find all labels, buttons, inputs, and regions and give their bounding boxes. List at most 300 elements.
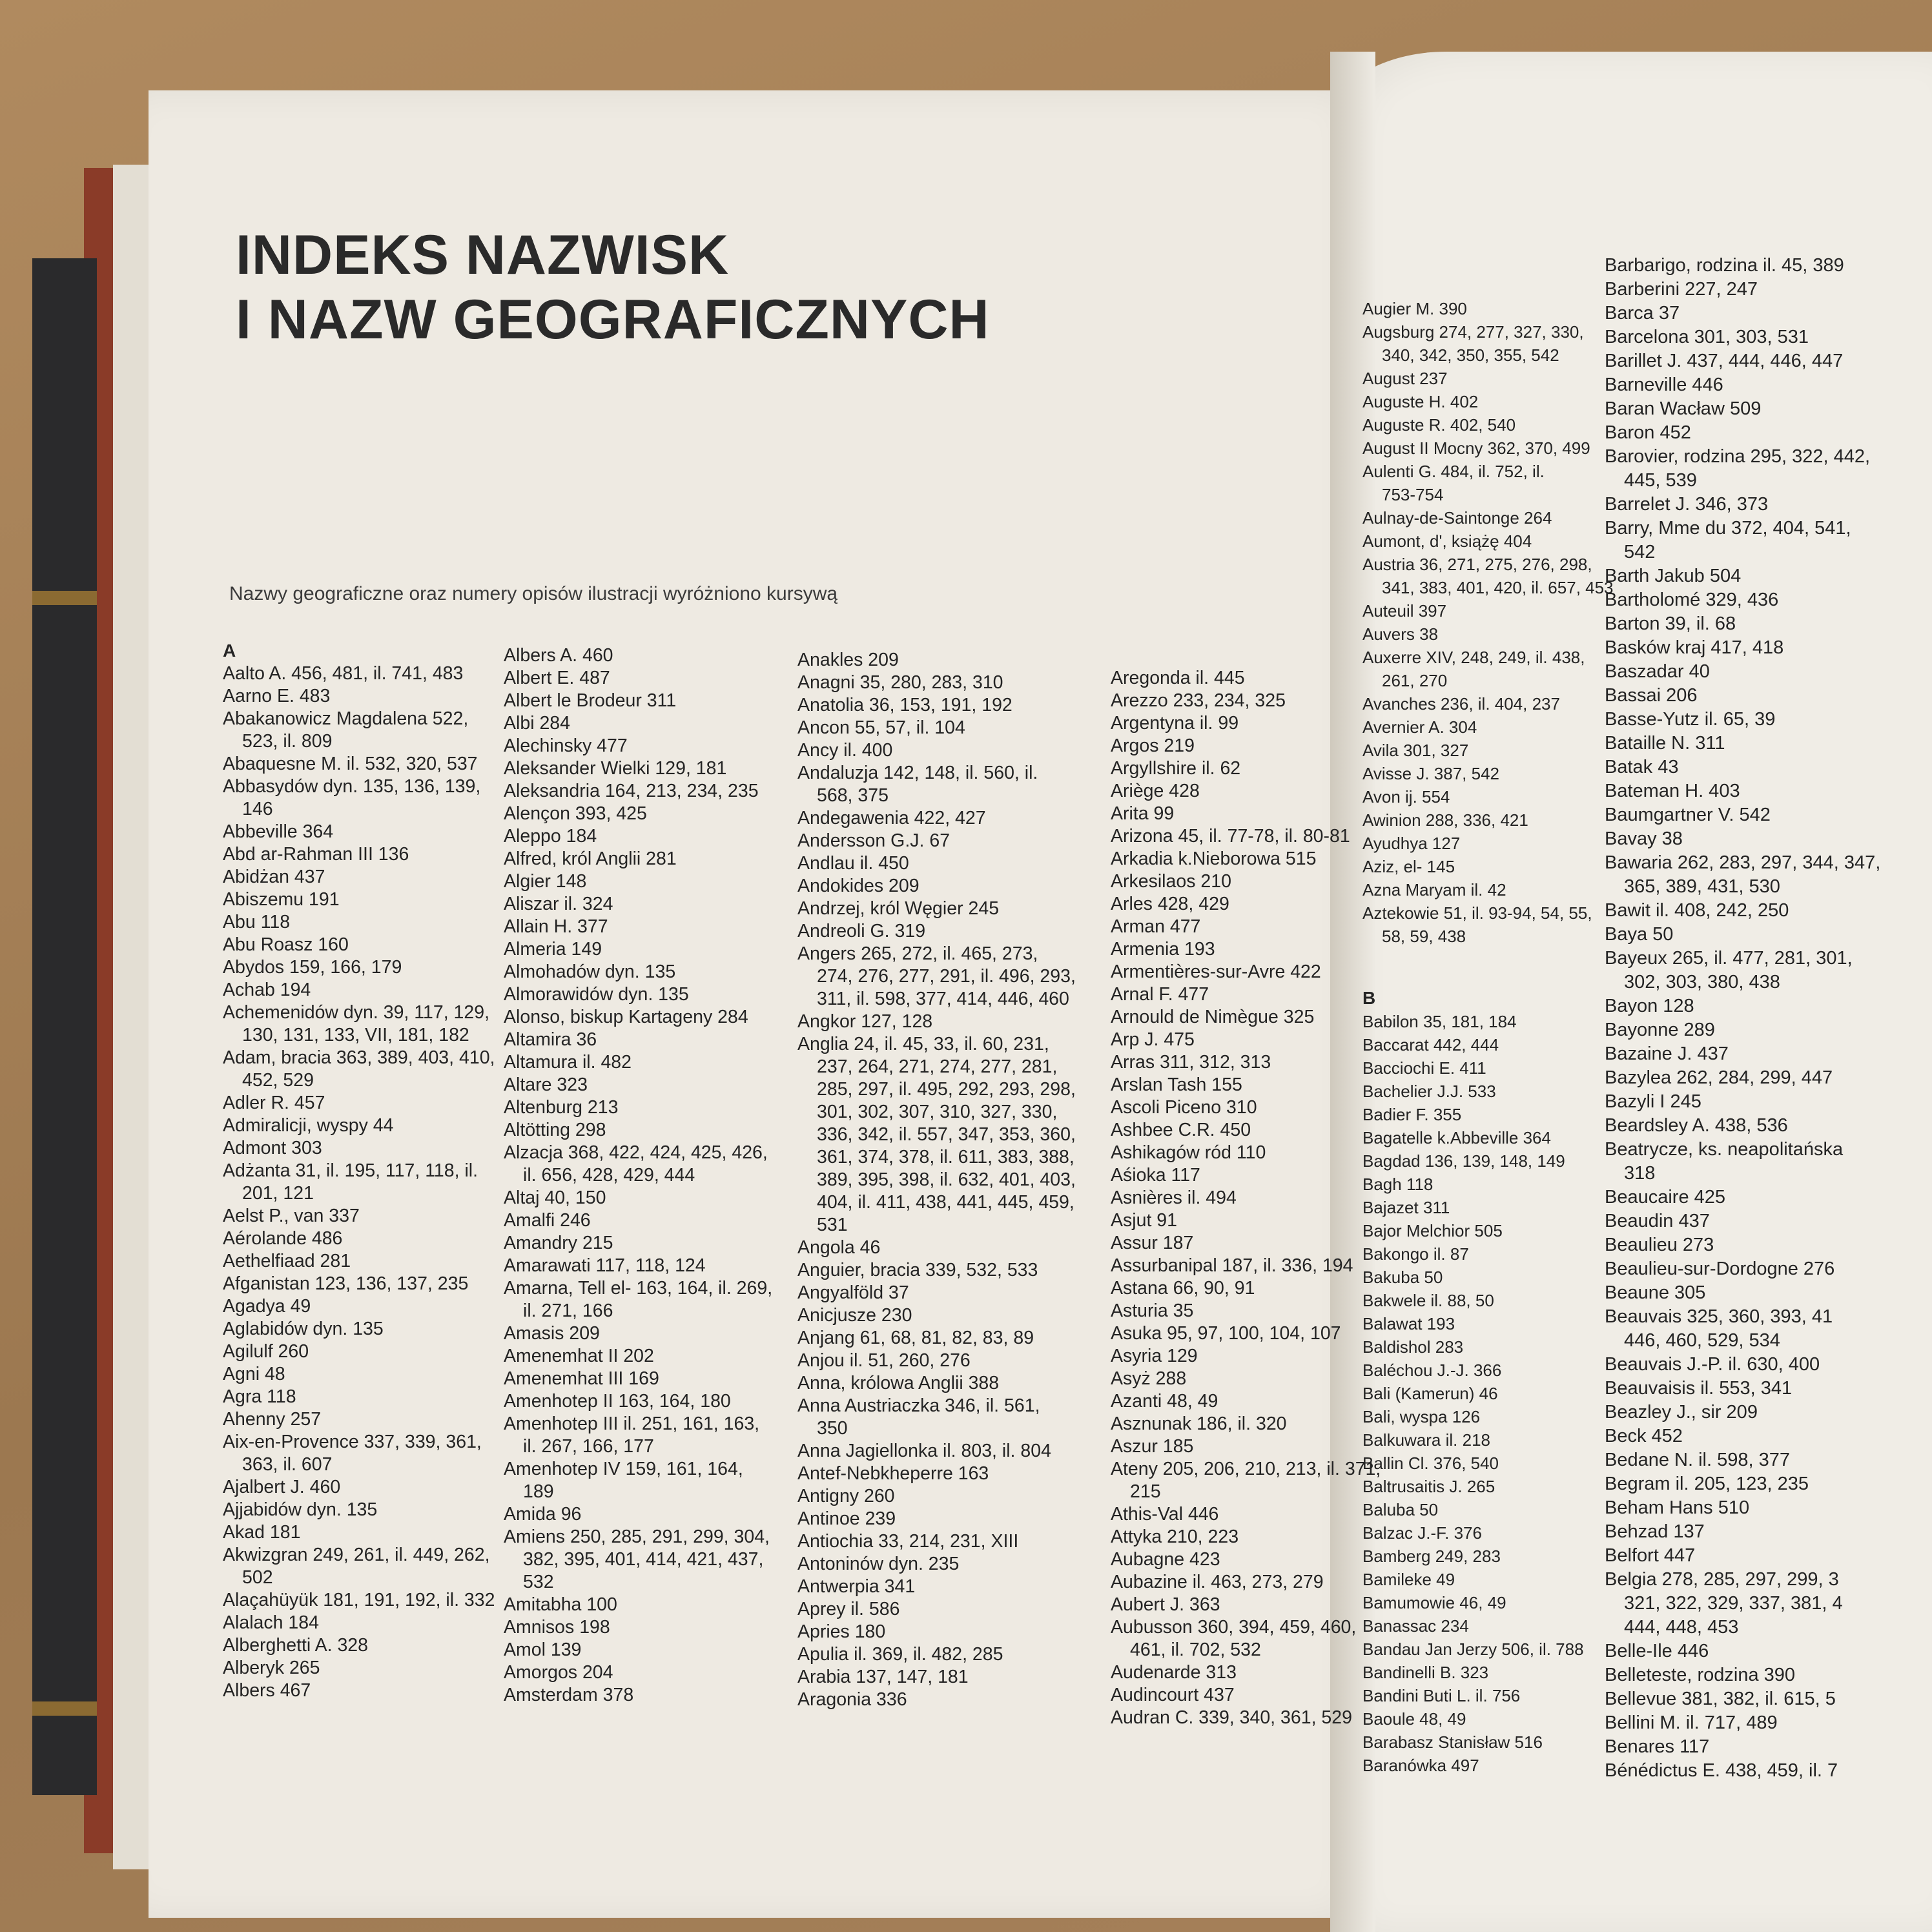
index-entry: Ancy il. 400: [797, 740, 893, 761]
index-entry: Beaulieu 273: [1605, 1235, 1714, 1255]
index-entry: Arslan Tash 155: [1111, 1074, 1242, 1095]
index-entry: Beaune 305: [1605, 1282, 1706, 1303]
index-entry: Amnisos 198: [504, 1617, 610, 1638]
index-entry: Baccarat 442, 444: [1362, 1035, 1499, 1054]
index-entry: Bellevue 381, 382, il. 615, 5: [1605, 1689, 1836, 1709]
index-entry: Arkesilaos 210: [1111, 871, 1231, 892]
index-entry: 753-754: [1382, 485, 1444, 504]
index-entry: Anjang 61, 68, 81, 82, 83, 89: [797, 1328, 1034, 1348]
index-entry: Amida 96: [504, 1504, 582, 1525]
index-entry: Belfort 447: [1605, 1545, 1696, 1566]
index-entry: 261, 270: [1382, 671, 1448, 690]
index-entry: Barcelona 301, 303, 531: [1605, 327, 1809, 347]
section-gap: [1362, 948, 1614, 987]
index-entry: Alaçahüyük 181, 191, 192, il. 332: [223, 1590, 495, 1610]
index-entry: Adler R. 457: [223, 1093, 325, 1113]
index-entry: Abbeville 364: [223, 821, 334, 842]
index-entry: Attyka 210, 223: [1111, 1526, 1239, 1547]
index-entry: Aalto A. 456, 481, il. 741, 483: [223, 663, 464, 684]
index-entry: 365, 389, 431, 530: [1624, 876, 1780, 897]
index-entry: Baoule 48, 49: [1362, 1709, 1466, 1729]
index-entry: Beaucaire 425: [1605, 1187, 1726, 1208]
index-entry: Arnould de Nimègue 325: [1111, 1007, 1315, 1027]
index-entry: Amitabha 100: [504, 1594, 617, 1615]
title-line-2: I NAZW GEOGRAFICZNYCH: [236, 289, 990, 351]
index-entry: Bagdad 136, 139, 148, 149: [1362, 1151, 1565, 1171]
index-entry: Basków kraj 417, 418: [1605, 637, 1784, 658]
index-entry: Altamira 36: [504, 1029, 597, 1050]
index-entry: Bakongo il. 87: [1362, 1244, 1469, 1264]
index-entry: 341, 383, 401, 420, il. 657, 453: [1382, 578, 1614, 597]
index-entry: Aleksander Wielki 129, 181: [504, 758, 727, 779]
index-entry: Amenemhat II 202: [504, 1346, 654, 1366]
index-entry: Afganistan 123, 136, 137, 235: [223, 1273, 469, 1294]
index-entry: Admiralicji, wyspy 44: [223, 1115, 394, 1136]
index-entry: Asyria 129: [1111, 1346, 1198, 1366]
index-entry: Aubagne 423: [1111, 1549, 1220, 1570]
index-entry: Bagatelle k.Abbeville 364: [1362, 1128, 1551, 1147]
index-entry: Albers A. 460: [504, 645, 613, 666]
index-title: [236, 223, 990, 352]
index-entry: Aszur 185: [1111, 1436, 1194, 1457]
index-entry: Alfred, król Anglii 281: [504, 848, 677, 869]
index-entry: Bali (Kamerun) 46: [1362, 1384, 1498, 1403]
index-entry: Bamberg 249, 283: [1362, 1547, 1501, 1566]
index-entry: Audincourt 437: [1111, 1685, 1235, 1705]
index-entry: Avanches 236, il. 404, 237: [1362, 694, 1560, 714]
index-entry: Ascoli Piceno 310: [1111, 1097, 1257, 1118]
index-entry: Aulnay-de-Saintonge 264: [1362, 508, 1552, 528]
index-entry: Altare 323: [504, 1074, 588, 1095]
index-entry: Bajazet 311: [1362, 1198, 1450, 1217]
index-entry: Angyalföld 37: [797, 1282, 909, 1303]
index-entry: 336, 342, il. 557, 347, 353, 360,: [817, 1124, 1076, 1145]
index-entry: Auteuil 397: [1362, 601, 1447, 621]
index-entry: Anglia 24, il. 45, 33, il. 60, 231,: [797, 1034, 1049, 1054]
index-entry: Barton 39, il. 68: [1605, 613, 1736, 634]
index-entry: Angkor 127, 128: [797, 1011, 933, 1032]
index-entry: Bartholomé 329, 436: [1605, 590, 1779, 610]
index-entry: Adam, bracia 363, 389, 403, 410,: [223, 1047, 495, 1068]
index-entry: Alechinsky 477: [504, 735, 628, 756]
index-entry: 301, 302, 307, 310, 327, 330,: [817, 1102, 1058, 1122]
index-entry: Aix-en-Provence 337, 339, 361,: [223, 1432, 482, 1452]
index-entry: Bacciochi E. 411: [1362, 1058, 1486, 1078]
index-entry: Albi 284: [504, 713, 570, 734]
index-entry: 274, 276, 277, 291, il. 496, 293,: [817, 966, 1076, 987]
index-entry: Andaluzja 142, 148, il. 560, il.: [797, 763, 1038, 783]
index-entry: Antigny 260: [797, 1486, 895, 1506]
index-entry: Amarawati 117, 118, 124: [504, 1255, 706, 1276]
index-entry: 302, 303, 380, 438: [1624, 972, 1780, 992]
index-entry: Altamura il. 482: [504, 1052, 632, 1073]
index-entry: Barry, Mme du 372, 404, 541,: [1605, 518, 1851, 539]
book-spine: [32, 258, 97, 1795]
index-entry: Aumont, d', książę 404: [1362, 531, 1532, 551]
letter-heading: B: [1362, 988, 1376, 1008]
index-entry: Abaquesne M. il. 532, 320, 537: [223, 754, 478, 774]
index-entry: Ariège 428: [1111, 781, 1200, 801]
index-entry: 58, 59, 438: [1382, 927, 1466, 946]
index-entry: Andlau il. 450: [797, 853, 909, 874]
index-entry: Babilon 35, 181, 184: [1362, 1012, 1517, 1031]
index-entry: Assur 187: [1111, 1233, 1194, 1253]
index-entry: Auguste H. 402: [1362, 392, 1479, 411]
index-entry: Austria 36, 271, 275, 276, 298,: [1362, 555, 1592, 574]
index-entry: Antoninów dyn. 235: [797, 1554, 960, 1574]
index-entry: Akwizgran 249, 261, il. 449, 262,: [223, 1545, 490, 1565]
index-entry: 130, 131, 133, VII, 181, 182: [242, 1025, 469, 1045]
index-entry: Bayonne 289: [1605, 1020, 1715, 1040]
index-entry: Beauvaisis il. 553, 341: [1605, 1378, 1793, 1399]
index-entry: Arezzo 233, 234, 325: [1111, 690, 1286, 711]
index-entry: Anagni 35, 280, 283, 310: [797, 672, 1003, 693]
index-entry: Auguste R. 402, 540: [1362, 415, 1516, 435]
index-entry: Anjou il. 51, 260, 276: [797, 1350, 971, 1371]
index-entry: Balawat 193: [1362, 1314, 1455, 1333]
index-entry: Asznunak 186, il. 320: [1111, 1413, 1287, 1434]
index-entry: 215: [1130, 1481, 1161, 1502]
index-entry: Baltrusaitis J. 265: [1362, 1477, 1495, 1496]
index-entry: Baldishol 283: [1362, 1337, 1464, 1357]
spine-stripe: [32, 1701, 97, 1716]
index-entry: 311, il. 598, 377, 414, 446, 460: [817, 989, 1069, 1009]
index-entry: Barberini 227, 247: [1605, 279, 1758, 300]
index-entry: Audenarde 313: [1111, 1662, 1237, 1683]
index-entry: Adżanta 31, il. 195, 117, 118, il.: [223, 1160, 478, 1181]
index-entry: Beck 452: [1605, 1426, 1683, 1446]
index-entry: Bateman H. 403: [1605, 781, 1740, 801]
index-entry: il. 267, 166, 177: [523, 1436, 654, 1457]
index-entry: Ajjabidów dyn. 135: [223, 1499, 378, 1520]
index-entry: Arizona 45, il. 77-78, il. 80-81: [1111, 826, 1350, 847]
index-entry: 285, 297, il. 495, 292, 293, 298,: [817, 1079, 1076, 1100]
index-entry: Bandini Buti L. il. 756: [1362, 1686, 1521, 1705]
index-entry: Beardsley A. 438, 536: [1605, 1115, 1788, 1136]
index-entry: Antinoe 239: [797, 1508, 896, 1529]
index-entry: Bakwele il. 88, 50: [1362, 1291, 1494, 1310]
index-entry: Bataille N. 311: [1605, 733, 1725, 754]
index-entry: Amiens 250, 285, 291, 299, 304,: [504, 1526, 770, 1547]
index-entry: Assurbanipal 187, il. 336, 194: [1111, 1255, 1353, 1276]
index-entry: Amasis 209: [504, 1323, 600, 1344]
index-entry: Andersson G.J. 67: [797, 830, 951, 851]
index-entry: Bénédictus E. 438, 459, il. 7: [1605, 1760, 1838, 1781]
index-entry: Asturia 35: [1111, 1300, 1194, 1321]
index-column-4: [1111, 667, 1381, 1729]
index-entry: Bandinelli B. 323: [1362, 1663, 1489, 1682]
index-entry: Augier M. 390: [1362, 299, 1467, 318]
index-entry: Abakanowicz Magdalena 522,: [223, 708, 469, 729]
index-entry: Badier F. 355: [1362, 1105, 1462, 1124]
index-entry: Arnal F. 477: [1111, 984, 1209, 1005]
index-entry: Ashbee C.R. 450: [1111, 1120, 1251, 1140]
index-entry: Amarna, Tell el- 163, 164, il. 269,: [504, 1278, 773, 1299]
index-entry: 363, il. 607: [242, 1454, 333, 1475]
index-entry: Apries 180: [797, 1621, 886, 1642]
index-entry: Aleksandria 164, 213, 234, 235: [504, 781, 759, 801]
index-entry: Alberyk 265: [223, 1658, 320, 1678]
index-entry: Bavay 38: [1605, 828, 1683, 849]
index-entry: Arita 99: [1111, 803, 1175, 824]
index-entry: Bali, wyspa 126: [1362, 1407, 1481, 1426]
index-entry: Beaulieu-sur-Dordogne 276: [1605, 1259, 1835, 1279]
index-entry: Auxerre XIV, 248, 249, il. 438,: [1362, 648, 1585, 667]
index-entry: Banassac 234: [1362, 1616, 1469, 1636]
index-entry: 452, 529: [242, 1070, 314, 1091]
index-entry: Avila 301, 327: [1362, 741, 1469, 760]
index-entry: Anatolia 36, 153, 191, 192: [797, 695, 1012, 715]
index-entry: 321, 322, 329, 337, 381, 4: [1624, 1593, 1843, 1614]
index-entry: Aregonda il. 445: [1111, 668, 1245, 688]
index-entry: Baumgartner V. 542: [1605, 805, 1771, 825]
index-entry: Behzad 137: [1605, 1521, 1705, 1542]
index-entry: Apulia il. 369, il. 482, 285: [797, 1644, 1003, 1665]
index-entry: Andokides 209: [797, 876, 920, 896]
index-entry: Anna, królowa Anglii 388: [797, 1373, 1000, 1393]
index-entry: 532: [523, 1572, 554, 1592]
index-entry: Abu 118: [223, 912, 291, 932]
index-entry: Abd ar-Rahman III 136: [223, 844, 409, 865]
index-entry: Andrzej, król Węgier 245: [797, 898, 1000, 919]
index-entry: 146: [242, 799, 273, 819]
index-column-6: [1605, 254, 1880, 1783]
index-entry: Ballin Cl. 376, 540: [1362, 1454, 1499, 1473]
index-entry: Barca 37: [1605, 303, 1680, 324]
index-entry: Anguier, bracia 339, 532, 533: [797, 1260, 1038, 1280]
index-entry: Bedane N. il. 598, 377: [1605, 1450, 1790, 1470]
index-entry: Achab 194: [223, 980, 311, 1000]
index-entry: Asuka 95, 97, 100, 104, 107: [1111, 1323, 1341, 1344]
index-entry: Athis-Val 446: [1111, 1504, 1219, 1525]
index-entry: Barrelet J. 346, 373: [1605, 494, 1769, 515]
index-entry: Asyż 288: [1111, 1368, 1187, 1389]
index-entry: Basse-Yutz il. 65, 39: [1605, 709, 1776, 730]
index-entry: Achemenidów dyn. 39, 117, 129,: [223, 1002, 489, 1023]
index-entry: Aragonia 336: [797, 1689, 907, 1710]
index-entry: Baron 452: [1605, 422, 1691, 443]
index-entry: Amenhotep III il. 251, 161, 163,: [504, 1413, 760, 1434]
index-entry: Baszadar 40: [1605, 661, 1710, 682]
index-entry: Ancon 55, 57, il. 104: [797, 717, 965, 738]
index-entry: Ayudhya 127: [1362, 834, 1461, 853]
index-entry: 201, 121: [242, 1183, 314, 1204]
index-entry: Bazyli I 245: [1605, 1091, 1701, 1112]
letter-heading: A: [223, 641, 236, 661]
index-entry: Aulenti G. 484, il. 752, il.: [1362, 462, 1545, 481]
index-entry: Albers 467: [223, 1680, 311, 1701]
index-entry: Aubusson 360, 394, 459, 460,: [1111, 1617, 1357, 1638]
index-entry: Beatrycze, ks. neapolitańska: [1605, 1139, 1844, 1160]
index-entry: 340, 342, 350, 355, 542: [1382, 345, 1559, 365]
index-entry: Alençon 393, 425: [504, 803, 647, 824]
index-entry: Anicjusze 230: [797, 1305, 912, 1326]
index-entry: il. 271, 166: [523, 1300, 613, 1321]
index-entry: Barabasz Stanisław 516: [1362, 1732, 1543, 1752]
index-entry: Baléchou J.-J. 366: [1362, 1361, 1502, 1380]
index-entry: August 237: [1362, 369, 1448, 388]
index-column-2: [504, 644, 772, 1707]
index-entry: Bawaria 262, 283, 297, 344, 347,: [1605, 852, 1881, 873]
index-entry: 568, 375: [817, 785, 889, 806]
index-entry: Benares 117: [1605, 1736, 1710, 1757]
index-entry: Bagh 118: [1362, 1175, 1434, 1194]
index-entry: Beaudin 437: [1605, 1211, 1710, 1231]
index-entry: Belgia 278, 285, 297, 299, 3: [1605, 1569, 1839, 1590]
index-entry: Belleteste, rodzina 390: [1605, 1665, 1796, 1685]
index-entry: 531: [817, 1215, 848, 1235]
index-entry: Armentières-sur-Avre 422: [1111, 961, 1321, 982]
index-entry: Aethelfiaad 281: [223, 1251, 351, 1271]
index-entry: Amol 139: [504, 1639, 582, 1660]
index-entry: Allain H. 377: [504, 916, 608, 937]
index-entry: Ahenny 257: [223, 1409, 322, 1430]
index-entry: Auvers 38: [1362, 624, 1439, 644]
index-entry: 404, il. 411, 438, 441, 445, 459,: [817, 1192, 1074, 1213]
index-entry: Aztekowie 51, il. 93-94, 54, 55,: [1362, 903, 1592, 923]
index-entry: Asnières il. 494: [1111, 1187, 1237, 1208]
index-entry: Alberghetti A. 328: [223, 1635, 368, 1656]
index-entry: Altaj 40, 150: [504, 1187, 606, 1208]
index-entry: 361, 374, 378, il. 611, 383, 388,: [817, 1147, 1074, 1167]
index-entry: 502: [242, 1567, 273, 1588]
index-entry: Ateny 205, 206, 210, 213, il. 371,: [1111, 1459, 1381, 1479]
index-entry: Abidżan 437: [223, 867, 325, 887]
index-entry: Bamileke 49: [1362, 1570, 1455, 1589]
index-entry: 318: [1624, 1163, 1656, 1184]
index-entry: Azna Maryam il. 42: [1362, 880, 1506, 899]
index-entry: il. 656, 428, 429, 444: [523, 1165, 695, 1186]
index-entry: 189: [523, 1481, 554, 1502]
index-entry: Amandry 215: [504, 1233, 613, 1253]
index-entry: 445, 539: [1624, 470, 1697, 491]
index-entry: Abiszemu 191: [223, 889, 340, 910]
index-entry: Barillet J. 437, 444, 446, 447: [1605, 351, 1844, 371]
index-entry: Armenia 193: [1111, 939, 1215, 960]
index-entry: Aelst P., van 337: [223, 1206, 360, 1226]
index-entry: Aprey il. 586: [797, 1599, 900, 1619]
index-entry: Bamumowie 46, 49: [1362, 1593, 1506, 1612]
index-entry: Aleppo 184: [504, 826, 597, 847]
index-entry: Antwerpia 341: [797, 1576, 916, 1597]
index-entry: Altenburg 213: [504, 1097, 619, 1118]
index-entry: Argentyna il. 99: [1111, 713, 1239, 734]
index-entry: Andreoli G. 319: [797, 921, 926, 941]
index-entry: Antef-Nebkheperre 163: [797, 1463, 989, 1484]
index-entry: Baya 50: [1605, 924, 1674, 945]
index-entry: Asjut 91: [1111, 1210, 1177, 1231]
index-entry: Arman 477: [1111, 916, 1201, 937]
index-entry: Ajalbert J. 460: [223, 1477, 341, 1497]
index-entry: Alonso, biskup Kartageny 284: [504, 1007, 748, 1027]
index-entry: Barovier, rodzina 295, 322, 442,: [1605, 446, 1871, 467]
index-entry: Barth Jakub 504: [1605, 566, 1742, 586]
index-entry: 389, 395, 398, il. 632, 401, 403,: [817, 1169, 1076, 1190]
index-entry: Amalfi 246: [504, 1210, 591, 1231]
index-entry: Bazylea 262, 284, 299, 447: [1605, 1067, 1833, 1088]
index-entry: Arabia 137, 147, 181: [797, 1667, 969, 1687]
index-entry: Balkuwara il. 218: [1362, 1430, 1490, 1450]
index-entry: Beham Hans 510: [1605, 1497, 1750, 1518]
index-entry: Azanti 48, 49: [1111, 1391, 1218, 1412]
index-entry: Admont 303: [223, 1138, 322, 1158]
index-entry: Abydos 159, 166, 179: [223, 957, 402, 978]
index-entry: Bachelier J.J. 533: [1362, 1082, 1496, 1101]
index-entry: Argos 219: [1111, 735, 1195, 756]
index-entry: Andegawenia 422, 427: [797, 808, 986, 828]
index-entry: Ashikagów ród 110: [1111, 1142, 1266, 1163]
index-entry: 523, il. 809: [242, 731, 333, 752]
index-entry: Almeria 149: [504, 939, 602, 960]
index-entry: Albert E. 487: [504, 668, 610, 688]
index-entry: Agni 48: [223, 1364, 285, 1384]
index-entry: Abu Roasz 160: [223, 934, 349, 955]
index-entry: Avernier A. 304: [1362, 717, 1477, 737]
index-entry: Arp J. 475: [1111, 1029, 1195, 1050]
index-entry: Algier 148: [504, 871, 587, 892]
index-entry: Arkadia k.Nieborowa 515: [1111, 848, 1317, 869]
index-entry: Aliszar il. 324: [504, 894, 613, 914]
index-entry: Angola 46: [797, 1237, 881, 1258]
index-column-5: [1362, 297, 1614, 1777]
index-entry: 237, 264, 271, 274, 277, 281,: [817, 1056, 1058, 1077]
index-entry: Baranówka 497: [1362, 1756, 1479, 1775]
index-entry: Amenemhat III 169: [504, 1368, 659, 1389]
index-entry: Aarno E. 483: [223, 686, 331, 706]
index-entry: Agra 118: [223, 1386, 296, 1407]
index-entry: Augsburg 274, 277, 327, 330,: [1362, 322, 1584, 342]
index-entry: 382, 395, 401, 414, 421, 437,: [523, 1549, 764, 1570]
index-entry: 446, 460, 529, 534: [1624, 1330, 1780, 1351]
index-entry: Bassai 206: [1605, 685, 1698, 706]
index-entry: Bellini M. il. 717, 489: [1605, 1712, 1778, 1733]
index-entry: Baran Wacław 509: [1605, 398, 1762, 419]
index-entry: Abbasydów dyn. 135, 136, 139,: [223, 776, 481, 797]
index-entry: Aubert J. 363: [1111, 1594, 1220, 1615]
index-entry: Avisse J. 387, 542: [1362, 764, 1499, 783]
index-entry: Agilulf 260: [223, 1341, 309, 1362]
index-entry: Beauvais J.-P. il. 630, 400: [1605, 1354, 1820, 1375]
index-entry: Bayeux 265, il. 477, 281, 301,: [1605, 948, 1853, 969]
index-entry: Beauvais 325, 360, 393, 41: [1605, 1306, 1833, 1327]
index-entry: Amorgos 204: [504, 1662, 613, 1683]
index-note: Nazwy geograficzne oraz numery opisów ilustracji wyróżniono kursywą: [229, 583, 838, 604]
index-entry: Batak 43: [1605, 757, 1679, 777]
index-entry: Alalach 184: [223, 1612, 319, 1633]
title-line-1: INDEKS NAZWISK: [236, 224, 730, 286]
index-column-3: [797, 649, 1076, 1711]
index-entry: Anna Jagiellonka il. 803, il. 804: [797, 1441, 1051, 1461]
index-entry: Aglabidów dyn. 135: [223, 1319, 384, 1339]
index-entry: Baluba 50: [1362, 1500, 1439, 1519]
index-entry: Aérolande 486: [223, 1228, 343, 1249]
index-entry: Almorawidów dyn. 135: [504, 984, 689, 1005]
index-entry: Barneville 446: [1605, 375, 1723, 395]
index-entry: Aubazine il. 463, 273, 279: [1111, 1572, 1324, 1592]
index-entry: Bandau Jan Jerzy 506, il. 788: [1362, 1639, 1584, 1659]
index-entry: Bawit il. 408, 242, 250: [1605, 900, 1789, 921]
index-entry: Bazaine J. 437: [1605, 1043, 1729, 1064]
index-entry: Anna Austriaczka 346, il. 561,: [797, 1395, 1040, 1416]
index-entry: Aziz, el- 145: [1362, 857, 1455, 876]
index-entry: Antiochia 33, 214, 231, XIII: [797, 1531, 1019, 1552]
index-column-1: [223, 639, 495, 1702]
index-entry: Awinion 288, 336, 421: [1362, 810, 1528, 830]
index-entry: 461, il. 702, 532: [1130, 1639, 1261, 1660]
index-entry: Begram il. 205, 123, 235: [1605, 1474, 1809, 1494]
index-entry: Belle-Ile 446: [1605, 1641, 1709, 1661]
index-entry: Bajor Melchior 505: [1362, 1221, 1503, 1240]
